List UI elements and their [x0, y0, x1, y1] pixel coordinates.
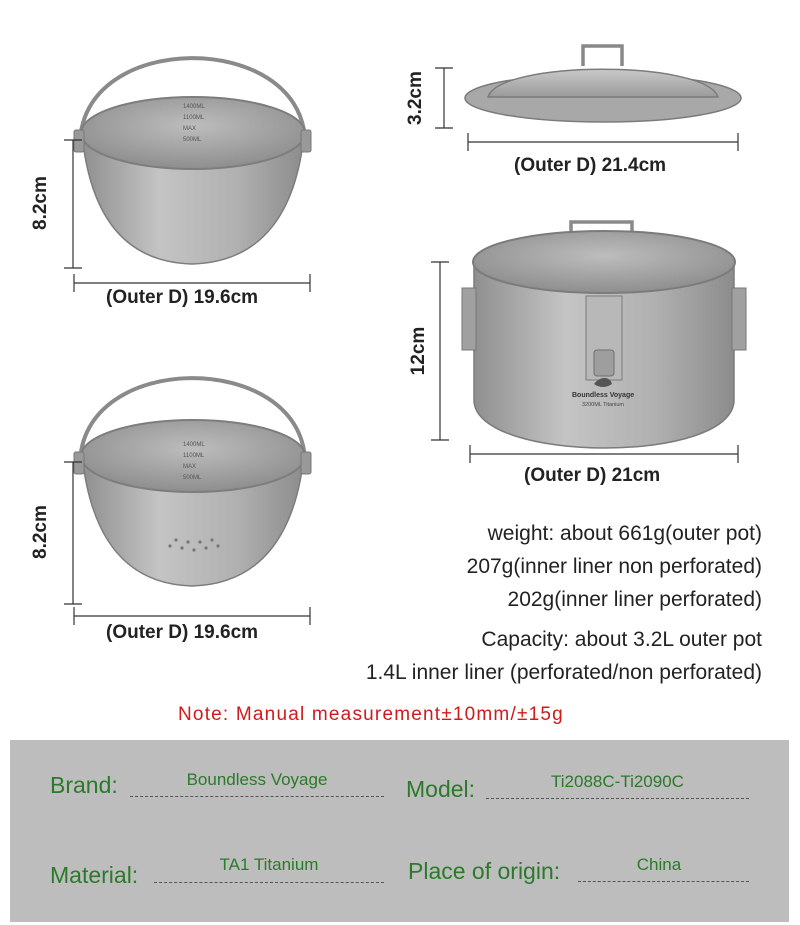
liner-mark: MAX: [183, 126, 197, 132]
pot-capacity-engraving: 3200ML Titanium: [582, 402, 624, 408]
spec-capacity-outer: Capacity: about 3.2L outer pot: [481, 628, 762, 651]
origin-underline: [578, 881, 749, 882]
spec-weight-liner-perforated: 202g(inner liner perforated): [507, 588, 762, 611]
liner-mark: 500ML: [183, 475, 202, 481]
measurement-note: Note: Manual measurement±10mm/±15g: [178, 704, 564, 725]
liner-mark: 500ML: [183, 137, 202, 143]
origin-value: China: [636, 855, 682, 874]
liner-mark: 1400ML: [183, 104, 205, 110]
model-underline: [486, 798, 749, 799]
lid-diameter-label: (Outer D) 21.4cm: [514, 155, 667, 176]
model-label: Model:: [406, 776, 476, 802]
brand-label: Brand:: [50, 772, 118, 798]
model-value: Ti2088C-Ti2090C: [551, 772, 684, 791]
lid: [465, 46, 741, 122]
brand-value: Boundless Voyage: [186, 770, 328, 789]
brand-underline: [130, 796, 384, 797]
pot-brand-engraving: Boundless Voyage: [572, 392, 635, 399]
liner-top-marks: [183, 102, 205, 146]
liner-bottom-height-label: 8.2cm: [30, 505, 51, 559]
liner-mark: 1100ML: [183, 115, 205, 121]
spec-weight-liner-non-perforated: 207g(inner liner non perforated): [466, 555, 762, 578]
liner-mark: 1100ML: [183, 453, 205, 459]
liner-top-diameter-label: (Outer D) 19.6cm: [106, 287, 259, 308]
inner-liner-top: [74, 58, 311, 264]
liner-mark: MAX: [183, 464, 197, 470]
spec-weight-outer: weight: about 661g(outer pot): [487, 522, 762, 545]
material-value: TA1 Titanium: [219, 855, 319, 874]
liner-mark: 1400ML: [183, 442, 205, 448]
lid-height-label: 3.2cm: [405, 71, 426, 125]
origin-label: Place of origin:: [408, 858, 561, 884]
liner-bottom-diameter-label: (Outer D) 19.6cm: [106, 622, 259, 643]
material-label: Material:: [50, 862, 139, 888]
pot-height-label: 12cm: [408, 326, 429, 376]
liner-top-height-label: 8.2cm: [30, 176, 51, 230]
outer-pot: [462, 222, 746, 448]
product-info-panel: [10, 740, 789, 922]
material-underline: [154, 882, 384, 883]
pot-diameter-label: (Outer D) 21cm: [524, 465, 661, 486]
liner-bottom-marks: [183, 440, 205, 484]
spec-capacity-liner: 1.4L inner liner (perforated/non perforated): [365, 661, 762, 684]
